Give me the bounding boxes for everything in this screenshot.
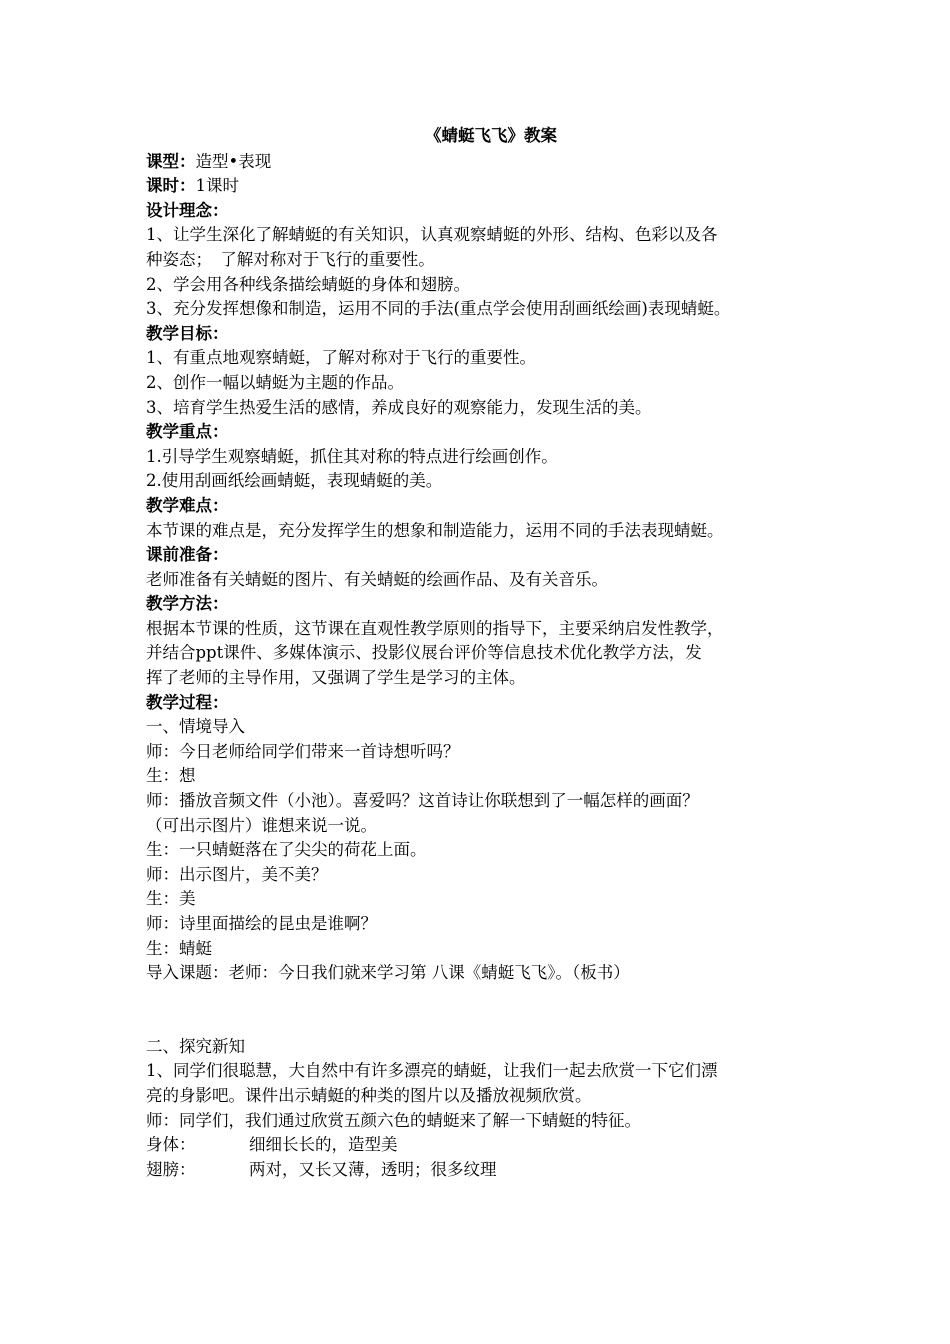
key-point-line: 2.使用刮画纸绘画蜻蜓，表现蜻蜓的美。 [146, 471, 443, 491]
teaching-goal-line: 3、培育学生热爱生活的感情，养成良好的观察能力，发现生活的美。 [146, 397, 652, 417]
process-line: 1、同学们很聪慧，大自然中有许多漂亮的蜻蜓，让我们一起去欣赏一下它们漂 [146, 1061, 718, 1081]
feature-key: 翅膀： [146, 1159, 196, 1179]
process-line: 师：同学们，我们通过欣赏五颜六色的蜻蜓来了解一下蜻蜓的特征。 [146, 1110, 641, 1130]
methods-line: 挥了老师的主导作用，又强调了学生是学习的主体。 [146, 668, 526, 688]
process-line: 亮的身影吧。课件出示蜻蜓的种类的图片以及播放视频欣赏。 [146, 1085, 592, 1105]
feature-row-wings [146, 1158, 836, 1183]
process-heading: 教学过程： [146, 692, 229, 712]
design-concept-line: 种姿态； 了解对称对于飞行的重要性。 [146, 249, 435, 269]
process-line: 生：蜻蜓 [146, 938, 212, 958]
methods-line: 根据本节课的性质，这节课在直观性教学原则的指导下，主要采纳启发性教学， [146, 618, 724, 638]
design-concept-line: 1、让学生深化了解蜻蜓的有关知识，认真观察蜻蜓的外形、结构、色彩以及各 [146, 225, 718, 245]
feature-value: 细细长长的，造型美 [249, 1135, 398, 1155]
course-hours-value: 1课时 [195, 176, 239, 196]
difficulty-line: 本节课的难点是，充分发挥学生的想象和制造能力，运用不同的手法表现蜻蜓。 [146, 520, 724, 540]
process-line: 生：美 [146, 889, 196, 909]
process-line: 导入课题：老师：今日我们就来学习第 八课《蜻蜓飞飞》。（板书） [146, 963, 630, 983]
teaching-goal-line: 2、创作一幅以蜻蜓为主题的作品。 [146, 372, 404, 392]
teaching-goals-heading: 教学目标： [146, 323, 229, 343]
lesson-plan-body [146, 124, 836, 1182]
key-points-heading: 教学重点： [146, 422, 229, 442]
difficulties-heading: 教学难点： [146, 495, 229, 515]
process-line: 生：一只蜻蜓落在了尖尖的荷花上面。 [146, 840, 427, 860]
process-line: （可出示图片）谁想来说一说。 [146, 815, 377, 835]
teaching-goal-line: 1、有重点地观察蜻蜓，了解对称对于飞行的重要性。 [146, 348, 536, 368]
process-line: 师：出示图片，美不美？ [146, 864, 328, 884]
methods-heading: 教学方法： [146, 594, 229, 614]
feature-value: 两对，又长又薄，透明；很多纹理 [249, 1159, 497, 1179]
design-concept-line: 3、充分发挥想像和制造，运用不同的手法(重点学会使用刮画纸绘画)表现蜻蜓。 [146, 299, 731, 319]
course-hours [146, 174, 836, 199]
process-line: 一、情境导入 [146, 717, 245, 737]
course-hours-label: 课时： [146, 176, 196, 196]
process-line: 师：今日老师给同学们带来一首诗想听吗？ [146, 741, 460, 761]
course-type-label: 课型： [146, 151, 196, 171]
preparation-line: 老师准备有关蜻蜓的图片、有关蜻蜓的绘画作品、及有关音乐。 [146, 569, 608, 589]
key-point-line: 1.引导学生观察蜻蜓，抓住其对称的特点进行绘画创作。 [146, 446, 558, 466]
document-title: 《蜻蜓飞飞》教案 [425, 126, 557, 145]
course-type-value: 造型•表现 [195, 151, 272, 171]
methods-line: 并结合ppt课件、多媒体演示、投影仪展台评价等信息技术优化教学方法，发 [146, 643, 702, 663]
design-concept-heading: 设计理念： [146, 200, 229, 220]
process-line: 二、探究新知 [146, 1036, 245, 1056]
process-line: 师：播放音频文件（小池）。喜爱吗？这首诗让你联想到了一幅怎样的画面？ [146, 791, 699, 811]
process-line: 师：诗里面描绘的昆虫是谁啊？ [146, 914, 377, 933]
course-type [146, 150, 836, 175]
feature-key: 身体： [146, 1135, 196, 1155]
feature-row-body [146, 1133, 836, 1158]
blank-gap [146, 986, 836, 1035]
preparation-heading: 课前准备： [146, 545, 229, 565]
process-line: 生：想 [146, 766, 196, 786]
design-concept-line: 2、学会用各种线条描绘蜻蜓的身体和翅膀。 [146, 274, 470, 294]
